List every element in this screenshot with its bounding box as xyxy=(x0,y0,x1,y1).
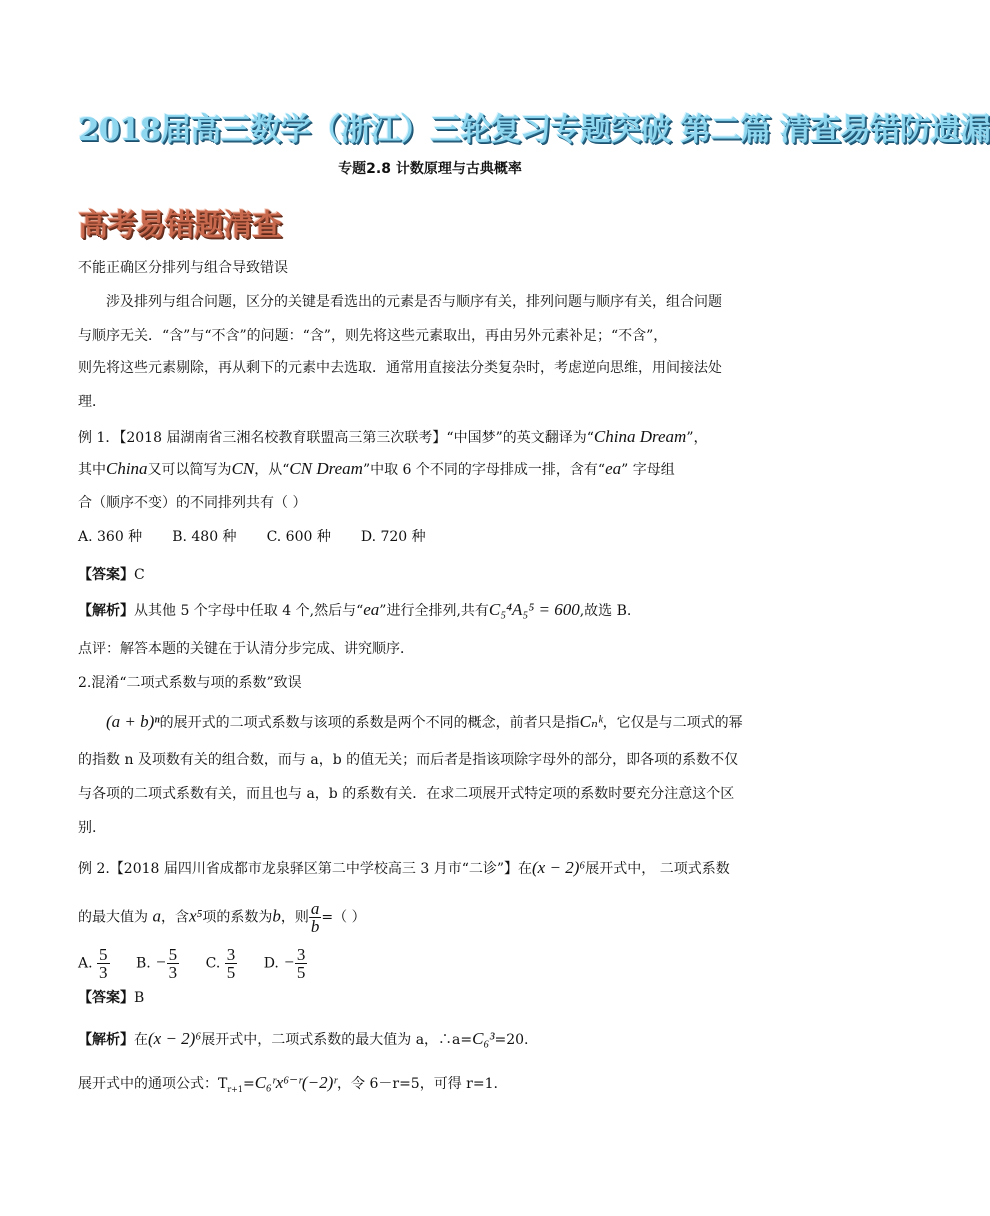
option-b xyxy=(136,946,179,981)
fraction-denominator: 5 xyxy=(296,963,306,982)
document-banner-title: 2018届高三数学（浙江）三轮复习专题突破 第二篇 清查易错防遗漏 xyxy=(78,112,990,148)
option-label: B. xyxy=(135,955,151,972)
text: 从其他 5 个字母中任取 4 个,然后与“ xyxy=(134,603,364,619)
math-expression: ea xyxy=(605,459,622,478)
text: ，它仅是与二项式的幂 xyxy=(602,715,743,731)
text: ,故选 B. xyxy=(579,603,632,619)
fraction xyxy=(309,900,322,935)
option-d xyxy=(264,946,308,981)
section1-para-line: 与顺序无关．“含”与“不含”的问题：“含”，则先将这些元素取出，再由另外元素补足；“不含”， xyxy=(78,328,668,344)
text: 项的系数为 xyxy=(202,909,273,926)
example1-options xyxy=(78,527,456,547)
section1-title: 不能正确区分排列与组合导致错误 xyxy=(78,260,288,276)
option-sign: − xyxy=(283,952,295,972)
fraction-denominator: 5 xyxy=(226,963,236,982)
option-d: D. 720 种 xyxy=(360,529,426,545)
option-a: A. 360 种 xyxy=(78,529,143,545)
example1-line3: 合（顺序不变）的不同排列共有（ ） xyxy=(78,495,307,511)
text: =（ ） xyxy=(321,909,366,926)
fraction-denominator: b xyxy=(310,917,320,936)
fraction-numerator: 5 xyxy=(99,945,108,964)
answer-value: B xyxy=(134,990,145,1006)
math-expression: CN Dream xyxy=(289,459,363,478)
example2-line2 xyxy=(78,900,366,935)
option-c: C. 600 种 xyxy=(266,529,331,545)
example1-line1 xyxy=(78,427,707,448)
text: 在 xyxy=(134,1032,148,1048)
example2-options xyxy=(78,946,337,981)
math-expression: (x − 2)⁶ xyxy=(532,858,586,877)
math-expression: C₆³ xyxy=(472,1029,495,1048)
fraction xyxy=(225,946,238,981)
example1-comment: 点评：解答本题的关键在于认清分步完成、讲究顺序． xyxy=(78,641,414,657)
text: ，则 xyxy=(280,909,309,926)
fraction xyxy=(97,946,110,981)
text: ，含 xyxy=(160,909,189,926)
answer-value: C xyxy=(134,567,145,583)
option-label: A. xyxy=(78,955,93,972)
answer-label: 【答案】 xyxy=(78,990,134,1006)
topic-subtitle: 专题2.8 计数原理与古典概率 xyxy=(338,161,522,177)
example2-answer xyxy=(78,988,144,1008)
text: ”进行全排列,共有 xyxy=(379,603,489,619)
fraction-denominator: 3 xyxy=(99,963,108,982)
text: 展开式中， 二项式系数 xyxy=(585,861,730,877)
text: = xyxy=(242,1076,255,1092)
example2-line1 xyxy=(78,858,730,879)
text: 的最大值为 xyxy=(78,909,153,926)
text: 的展开式的二项式系数与该项的系数是两个不同的概念，前者只是指 xyxy=(159,715,580,731)
math-expression: China xyxy=(106,459,148,478)
math-expression: x⁵ xyxy=(188,906,203,926)
text: ，令 6－r=5，可得 r=1. xyxy=(337,1076,498,1092)
text: 展开式中，二项式系数的最大值为 a，∴a= xyxy=(201,1032,473,1048)
option-label: D. xyxy=(263,955,279,972)
analysis-label: 【解析】 xyxy=(78,603,134,619)
option-a xyxy=(78,946,110,981)
math-expression: CN xyxy=(231,459,255,478)
math-expression: Cₙᵏ xyxy=(579,712,603,731)
section1-para-line: 理． xyxy=(78,394,106,410)
example2-analysis xyxy=(78,1029,528,1050)
math-expression: ea xyxy=(363,600,380,619)
text: 例 2.【2018 届四川省成都市龙泉驿区第二中学校高三 3 月市“二诊”】在 xyxy=(78,861,533,877)
subscript: r+1 xyxy=(227,1084,243,1094)
fraction-denominator: 3 xyxy=(168,963,178,982)
option-sign: − xyxy=(155,952,167,972)
math-formula: C₅⁴A₅⁵ = 600 xyxy=(488,600,580,619)
fraction xyxy=(295,946,308,981)
text: ，从“ xyxy=(254,462,290,478)
math-expression: b xyxy=(272,906,281,926)
text: ”中取 6 个不同的字母排成一排，含有“ xyxy=(362,462,606,478)
section2-para-line: 与各项的二项式系数有关，而且也与 a，b 的系数有关．在求二项展开式特定项的系数时要充分注意这个区 xyxy=(78,786,735,802)
option-label: C. xyxy=(205,955,221,972)
math-expression: a xyxy=(152,906,161,926)
fraction-numerator: 3 xyxy=(226,945,236,964)
example2-general-term xyxy=(78,1073,498,1100)
text: 其中 xyxy=(78,462,106,478)
fraction-numerator: a xyxy=(310,899,320,918)
example1-answer xyxy=(78,565,145,585)
math-expression: (a + b)ⁿ xyxy=(106,712,160,731)
fraction-numerator: 5 xyxy=(168,945,178,964)
example1-analysis xyxy=(78,600,631,621)
section2-para-line xyxy=(106,712,743,733)
text: 又可以简写为 xyxy=(147,462,232,478)
text: ” 字母组 xyxy=(621,462,675,478)
section-banner: 高考易错题清查 xyxy=(78,208,281,243)
math-expression: C₆ʳx⁶⁻ʳ(−2)ʳ xyxy=(254,1073,338,1092)
text: ”， xyxy=(686,430,708,446)
section2-para-line: 的指数 n 及项数有关的组合数，而与 a，b 的值无关；而后者是指该项除字母外的部分，即各项的系数不仅 xyxy=(78,752,739,768)
section1-para-line: 涉及排列与组合问题，区分的关键是看选出的元素是否与顺序有关，排列问题与顺序有关，组合问题 xyxy=(106,294,722,310)
text: =20. xyxy=(494,1032,529,1048)
example1-line2 xyxy=(78,459,675,480)
answer-label: 【答案】 xyxy=(78,567,134,583)
fraction-numerator: 3 xyxy=(296,945,306,964)
section1-para-line: 则先将这些元素剔除，再从剩下的元素中去选取．通常用直接法分类复杂时，考虑逆向思维，用间接法处 xyxy=(78,360,722,376)
option-c xyxy=(206,946,238,981)
option-b: B. 480 种 xyxy=(172,529,237,545)
text: 展开式中的通项公式：T xyxy=(78,1076,228,1092)
analysis-label: 【解析】 xyxy=(78,1032,134,1048)
section2-title: 2.混淆“二项式系数与项的系数”致误 xyxy=(78,675,302,691)
text: 例 1．【2018 届湖南省三湘名校教育联盟高三第三次联考】“中国梦”的英文翻译为“ xyxy=(78,430,594,446)
math-expression: China Dream xyxy=(593,427,687,446)
math-expression: (x − 2)⁶ xyxy=(148,1029,202,1048)
section2-para-line: 别. xyxy=(78,820,97,836)
fraction xyxy=(167,946,180,981)
